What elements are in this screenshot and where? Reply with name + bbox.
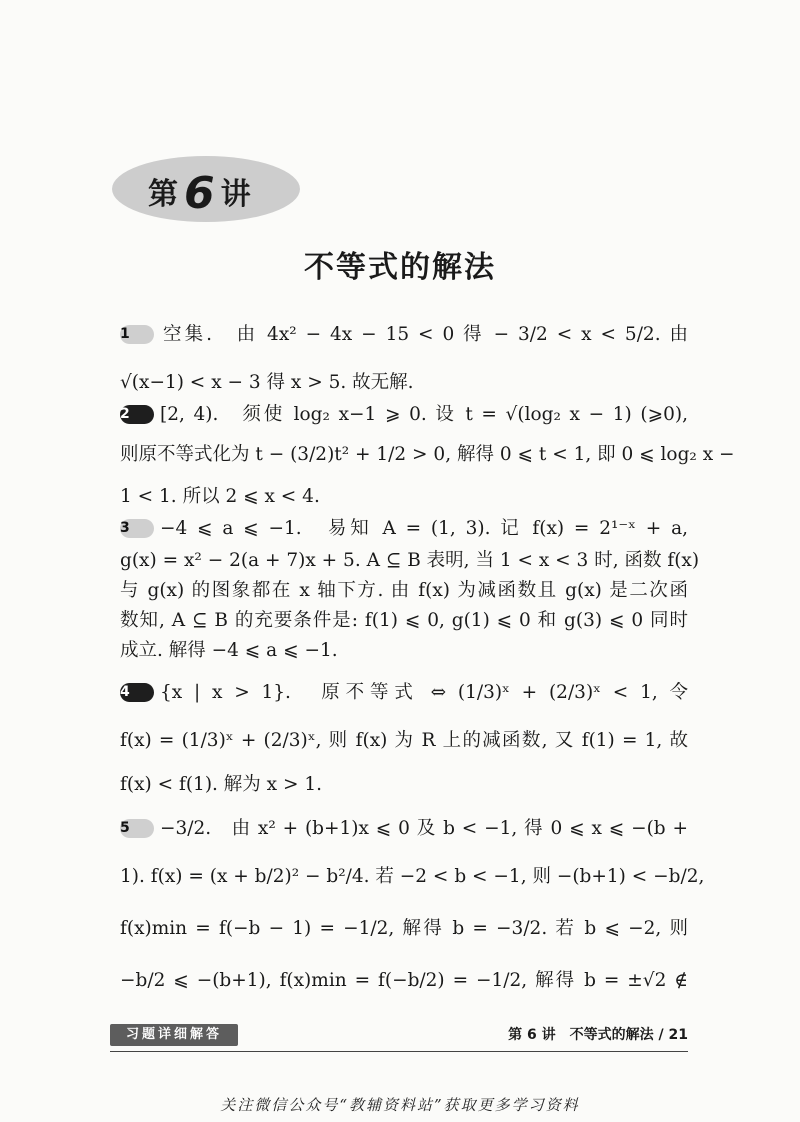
solution-3-line-5: 成立. 解得 −4 ⩽ a ⩽ −1. xyxy=(120,640,338,661)
solution-number-badge: 5 xyxy=(120,819,154,838)
solution-2-line-2: 则原不等式化为 t − (3/2)t² + 1/2 > 0, 解得 0 ⩽ t < 1, 即 0 ⩽ log₂ x − xyxy=(120,444,735,465)
badge-suffix: 讲 xyxy=(220,177,251,212)
footer-chapter-page: 第 6 讲 不等式的解法 / 21 xyxy=(508,1027,688,1043)
badge-number: 6 xyxy=(184,168,215,219)
watermark-text: 关注微信公众号“教辅资料站”获取更多学习资料 xyxy=(220,1096,580,1114)
lecture-badge-text xyxy=(148,164,251,219)
solution-3-line-3: 与 g(x) 的图象都在 x 轴下方. 由 f(x) 为减函数且 g(x) 是二次函 xyxy=(120,580,688,601)
solution-4-line-2: f(x) = (1/3)ˣ + (2/3)ˣ, 则 f(x) 为 R 上的减函数, 又 f(1) = 1, 故 xyxy=(120,730,688,751)
solution-3-line-1: 3 −4 ⩽ a ⩽ −1. 易知 A = (1, 3). 记 f(x) = 2¹⁻ˣ + a, xyxy=(120,518,688,539)
page-title: 不等式的解法 xyxy=(304,250,496,285)
solution-5-line-3: f(x)min = f(−b − 1) = −1/2, 解得 b = −3/2. 若 b ⩽ −2, 则 xyxy=(120,918,688,939)
solution-3-line-2: g(x) = x² − 2(a + 7)x + 5. A ⊆ B 表明, 当 1 < x < 3 时, 函数 f(x) xyxy=(120,550,700,571)
solution-5-line-2: 1). f(x) = (x + b/2)² − b²/4. 若 −2 < b < −1, 则 −(b+1) < −b/2, xyxy=(120,866,705,887)
solution-1-line-2: √(x−1) < x − 3 得 x > 5. 故无解. xyxy=(120,372,414,393)
badge-prefix: 第 xyxy=(148,177,178,212)
solution-number-badge: 3 xyxy=(120,519,154,538)
footer-section-label: 习题详细解答 xyxy=(110,1024,238,1046)
solution-number-badge: 1 xyxy=(120,325,154,344)
solution-2-line-3: 1 < 1. 所以 2 ⩽ x < 4. xyxy=(120,486,320,507)
solution-1-line-1: 1 空集. 由 4x² − 4x − 15 < 0 得 − 3/2 < x < 5/2. 由 xyxy=(120,324,688,345)
solution-3-line-4: 数知, A ⊆ B 的充要条件是: f(1) ⩽ 0, g(1) ⩽ 0 和 g(3) ⩽ 0 同时 xyxy=(120,610,688,631)
solution-5-line-1: 5 −3/2. 由 x² + (b+1)x ⩽ 0 及 b < −1, 得 0 ⩽ x ⩽ −(b + xyxy=(120,818,688,839)
solution-4-line-1: 4 {x | x > 1}. 原不等式 ⇔ (1/3)ˣ + (2/3)ˣ < 1, 令 xyxy=(120,682,688,703)
solution-5-line-4: −b/2 ⩽ −(b+1), f(x)min = f(−b/2) = −1/2, 解得 b = ±√2 ∉ xyxy=(120,970,688,991)
solution-4-line-3: f(x) < f(1). 解为 x > 1. xyxy=(120,774,323,795)
solution-2-line-1: 2 [2, 4). 须使 log₂ x−1 ⩾ 0. 设 t = √(log₂ x − 1) (⩾0), xyxy=(120,404,688,425)
solution-number-badge: 4 xyxy=(120,683,154,702)
footer-divider xyxy=(110,1051,688,1052)
solution-number-badge: 2 xyxy=(120,405,154,424)
